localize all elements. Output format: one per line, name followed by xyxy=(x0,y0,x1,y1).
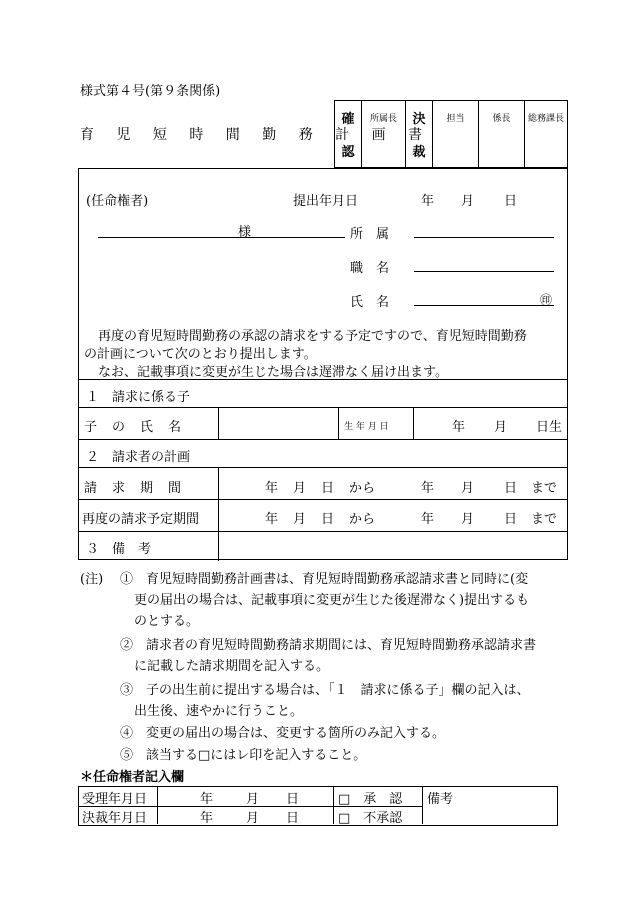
remarks-field[interactable] xyxy=(218,531,566,559)
next-made: まで xyxy=(531,512,558,527)
shokumei-field[interactable] xyxy=(414,271,554,272)
divider xyxy=(422,787,423,824)
official-use-heading: ＊任命権者記入欄 xyxy=(80,770,185,785)
next-to-day: 日 xyxy=(504,512,518,527)
next-request-period-label: 再度の請求予定期間 xyxy=(82,512,200,527)
period-from-day: 日 xyxy=(321,481,335,496)
next-from-year: 年 xyxy=(265,512,279,527)
notes-prefix: (注) xyxy=(80,572,104,587)
kessai-char-1: 決 xyxy=(412,112,426,127)
period-kara: から xyxy=(349,481,376,496)
seal-mark: ㊞ xyxy=(540,293,553,307)
shozoku-label: 所 属 xyxy=(350,227,390,242)
divider xyxy=(79,467,567,468)
decision-year: 年 xyxy=(200,811,214,826)
stamp-cell-shozokucho[interactable] xyxy=(362,101,406,167)
note-1c: のとする。 xyxy=(134,614,200,629)
form-title: 育 児 短 時 間 勤 務 計 画 書 xyxy=(80,127,432,143)
period-to-year: 年 xyxy=(421,481,435,496)
tanto-label: 担当 xyxy=(446,114,465,124)
form-number: 様式第４号(第９条関係) xyxy=(80,84,221,99)
official-remarks-label: 備考 xyxy=(427,792,454,807)
body-text-line1: 再度の育児短時間勤務の承認の請求をする予定ですので、育児短時間勤務 xyxy=(98,329,527,344)
kakunin-label xyxy=(335,101,362,167)
divider xyxy=(79,499,567,500)
birth-day: 日生 xyxy=(536,420,563,435)
receipt-date-label: 受理年月日 xyxy=(82,792,148,807)
note-1b: 更の届出の場合は、記載事項に変更が生じた後遅滞なく)提出するも xyxy=(134,593,530,608)
request-period-label: 請 求 期 間 xyxy=(84,481,183,496)
next-to-year: 年 xyxy=(421,512,435,527)
birth-date-label: 生 年 月 日 xyxy=(344,422,389,432)
shozoku-field[interactable] xyxy=(414,237,554,238)
child-name-label: 子 の 氏 名 xyxy=(84,420,183,435)
approve-checkbox[interactable]: □ 承 認 xyxy=(338,792,403,807)
approval-stamp-box xyxy=(334,100,568,168)
section2-heading: ２ 請求者の計画 xyxy=(86,450,191,465)
kakaricho-label: 係長 xyxy=(492,114,511,124)
note-2a: ② 請求者の育児短時間勤務請求期間には、育児短時間勤務承認請求書 xyxy=(120,638,537,653)
body-text-line3: なお、記載事項に変更が生じた場合は遅滞なく届け出ます。 xyxy=(98,365,448,380)
shimei-label: 氏 名 xyxy=(350,295,390,310)
shimei-field[interactable] xyxy=(414,305,554,306)
divider xyxy=(333,787,334,824)
shokumei-label: 職 名 xyxy=(350,261,390,276)
stamp-cell-somukacho[interactable] xyxy=(525,101,567,167)
sama-label: 様 xyxy=(238,225,252,240)
stamp-cell-tanto[interactable] xyxy=(433,101,479,167)
period-made: まで xyxy=(531,481,558,496)
ninmei-label: (任命権者) xyxy=(86,194,149,209)
note-4: ④ 変更の届出の場合は、変更する箇所のみ記入する。 xyxy=(120,726,446,741)
kessai-label xyxy=(406,101,433,167)
next-kara: から xyxy=(349,512,376,527)
period-to-day: 日 xyxy=(504,481,518,496)
birth-year: 年 xyxy=(452,420,466,435)
date-year: 年 xyxy=(421,194,435,209)
divider xyxy=(79,439,567,440)
period-from-month: 月 xyxy=(293,481,307,496)
date-month: 月 xyxy=(461,194,475,209)
note-3b: 出生後、速やかに行うこと。 xyxy=(134,704,304,719)
receipt-year: 年 xyxy=(200,792,214,807)
decision-month: 月 xyxy=(246,811,260,826)
receipt-day: 日 xyxy=(286,792,300,807)
receipt-month: 月 xyxy=(246,792,260,807)
divider xyxy=(157,787,158,824)
note-5: ⑤ 該当する□にはレ印を記入すること。 xyxy=(120,748,367,763)
section1-heading: １ 請求に係る子 xyxy=(86,390,191,405)
decision-day: 日 xyxy=(286,811,300,826)
shozokucho-label: 所属長 xyxy=(369,114,397,124)
official-use-table xyxy=(78,786,558,826)
decision-date-label: 決裁年月日 xyxy=(82,811,148,826)
somukacho-label: 総務課長 xyxy=(527,114,564,124)
kakunin-char-2: 認 xyxy=(341,145,355,160)
note-3a: ③ 子の出生前に提出する場合は、「１ 請求に係る子」欄の記入は、 xyxy=(120,683,530,698)
kakunin-char-1: 確 xyxy=(341,112,355,127)
note-2b: に記載した請求期間を記入する。 xyxy=(134,659,330,674)
note-1a: ① 育児短時間勤務計画書は、育児短時間勤務承認請求書と同時に(変 xyxy=(120,572,529,587)
stamp-cell-kakaricho[interactable] xyxy=(479,101,525,167)
addressee-line[interactable] xyxy=(98,237,345,238)
submission-date-label: 提出年月日 xyxy=(293,194,359,209)
next-from-day: 日 xyxy=(321,512,335,527)
birth-month: 月 xyxy=(494,420,508,435)
section3-heading: ３ 備 考 xyxy=(86,542,152,557)
divider xyxy=(338,407,339,439)
kessai-char-2: 裁 xyxy=(412,145,426,160)
period-to-month: 月 xyxy=(461,481,475,496)
divider xyxy=(413,407,414,439)
next-from-month: 月 xyxy=(293,512,307,527)
next-to-month: 月 xyxy=(461,512,475,527)
child-name-field[interactable] xyxy=(218,408,338,438)
period-from-year: 年 xyxy=(265,481,279,496)
body-text-line2: の計画について次のとおり提出します。 xyxy=(84,347,317,362)
reject-checkbox[interactable]: □ 不承認 xyxy=(338,811,403,826)
date-day: 日 xyxy=(504,194,518,209)
